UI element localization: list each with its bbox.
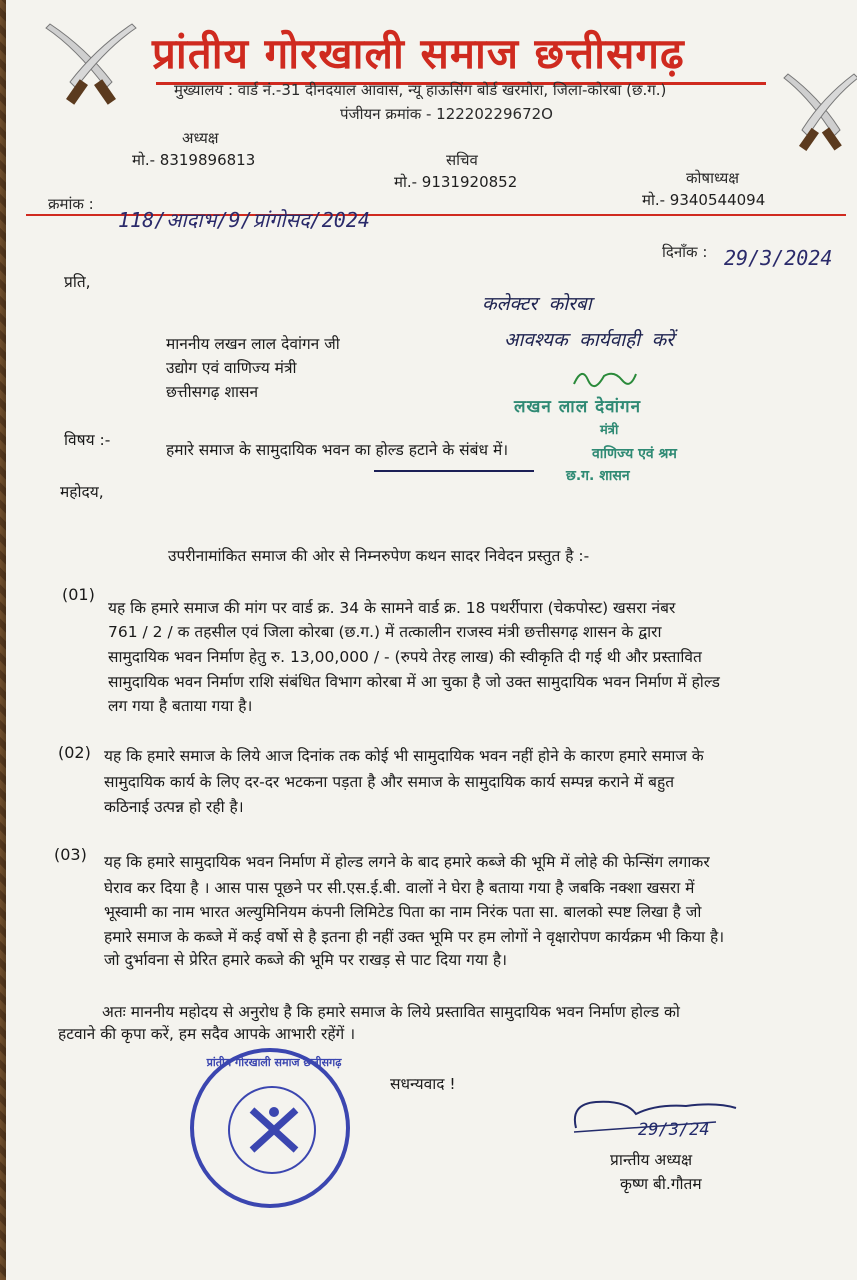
letter-page <box>6 0 857 1280</box>
point-1-line-3: सामुदायिक भवन निर्माण हेतु रु. 13,00,000 / - (रुपये तेरह लाख) की स्वीकृति दी गई थी और प्रस्तावित <box>108 648 702 666</box>
khukuri-logo-right <box>776 70 857 160</box>
point-2-line-2: सामुदायिक कार्य के लिए दर-दर भटकना पड़ता है और समाज के सामुदायिक कार्य सम्पन्न कराने में बहुत <box>104 773 675 791</box>
registration-number: पंजीयन क्रमांक - 12220229672O <box>340 105 553 123</box>
president-phone: मो.- 8319896813 <box>132 151 256 169</box>
annotation-line-1: कलेक्टर कोरबा <box>482 293 592 315</box>
point-3-line-4: हमारे समाज के कब्जे में कई वर्षो से है इतना ही नहीं उक्त भूमि पर हम लोगों ने वृक्षारोपण कार्यक्रम भी किया है। <box>104 928 725 946</box>
treasurer-label: कोषाध्यक्ष <box>686 169 740 187</box>
ref-label: क्रमांक : <box>48 195 94 213</box>
point-1-line-2: 761 / 2 / क तहसील एवं जिला कोरबा (छ.ग.) में तत्कालीन राजस्व मंत्री छत्तीसगढ़ शासन के द्वारा <box>108 623 662 641</box>
recipient-line-3: छत्तीसगढ़ शासन <box>166 383 259 401</box>
letterhead-address: मुख्यालय : वार्ड नं.-31 दीनदयाल आवास, न्यू हाऊसिंग बोर्ड खरमोरा, जिला-कोरबा (छ.ग.) <box>174 81 667 99</box>
date-label: दिनाँक : <box>662 243 708 261</box>
stamp-ring-text: प्रांतीय गोरखाली समाज छत्तीसगढ़ <box>206 1056 342 1069</box>
salutation: महोदय, <box>60 483 104 501</box>
subject-underline <box>374 470 534 472</box>
subject-label: विषय :- <box>64 431 111 449</box>
point-3-line-3: भूस्वामी का नाम भारत अल्युमिनियम कंपनी लिमिटेड पिता का नाम निरंक पता सा. बालको स्पष्ट लिखा है जो <box>104 903 702 921</box>
minister-signature <box>570 362 640 392</box>
signatory-role: प्रान्तीय अध्यक्ष <box>610 1151 693 1169</box>
point-1-line-5: लग गया है बताया गया है। <box>108 697 253 715</box>
annotation-line-2: आवश्यक कार्यवाही करें <box>504 329 674 351</box>
point-number: (03) <box>54 845 87 864</box>
point-1-line-1: यह कि हमारे समाज की मांग पर वार्ड क्र. 34 के सामने वार्ड क्र. 18 पथर्रीपारा (चेकपोस्ट) खसरा नंबर <box>108 599 676 617</box>
thanks-text: सधन्यवाद ! <box>390 1075 456 1093</box>
recipient-line-2: उद्योग एवं वाणिज्य मंत्री <box>166 359 297 377</box>
signatory-name: कृष्ण बी.गौतम <box>620 1175 702 1193</box>
signature-date: 29/3/24 <box>638 1120 710 1140</box>
letterhead-title: प्रांतीय गोरखाली समाज छत्तीसगढ़ <box>152 29 685 78</box>
secretary-phone: मो.- 9131920852 <box>394 173 518 191</box>
treasurer-phone: मो.- 9340544094 <box>642 191 766 209</box>
president-label: अध्यक्ष <box>182 129 219 147</box>
point-2-line-3: कठिनाई उत्पन्न हो रही है। <box>104 798 244 816</box>
stamp-khukuri-icon <box>246 1102 302 1158</box>
point-3-line-2: घेराव कर दिया है । आस पास पूछने पर सी.एस.ई.बी. वालों ने घेरा है बताया गया है जबकि नक्शा खसरा में <box>104 879 695 897</box>
ref-number: 118/आदाभ/9/प्रांगोसद/2024 <box>118 208 370 232</box>
point-number: (02) <box>58 743 91 762</box>
point-2-line-1: यह कि हमारे समाज के लिये आज दिनांक तक कोई भी सामुदायिक भवन नहीं होने के कारण हमारे समाज के <box>104 747 704 765</box>
subject-text: हमारे समाज के सामुदायिक भवन का होल्ड हटाने के संबंध में। <box>166 441 509 459</box>
closing-line-2: हटवाने की कृपा करें, हम सदैव आपके आभारी रहेंगें । <box>58 1025 356 1043</box>
minister-stamp-role: मंत्री <box>600 423 619 438</box>
point-number: (01) <box>62 585 95 604</box>
closing-line-1: अतः माननीय महोदय से अनुरोध है कि हमारे समाज के लिये प्रस्तावित सामुदायिक भवन निर्माण होल्ड को <box>102 1003 680 1021</box>
secretary-label: सचिव <box>446 151 478 169</box>
society-stamp <box>190 1048 350 1208</box>
prati-label: प्रति, <box>64 273 91 291</box>
minister-stamp-name: लखन लाल देवांगन <box>514 397 642 417</box>
point-3-line-1: यह कि हमारे सामुदायिक भवन निर्माण में होल्ड लगने के बाद हमारे कब्जे की भूमि में लोहे की फेन्सिंग लगाकर <box>104 853 710 871</box>
date-value: 29/3/2024 <box>724 246 833 270</box>
recipient-line-1: माननीय लखन लाल देवांगन जी <box>166 335 340 353</box>
khukuri-logo-left <box>36 18 146 108</box>
minister-stamp-dept: वाणिज्य एवं श्रम <box>592 446 677 462</box>
point-3-line-5: जो दुर्भावना से प्रेरित हमारे कब्जे की भूमि पर राखड़ से पाट दिया गया है। <box>104 951 507 969</box>
point-1-line-4: सामुदायिक भवन निर्माण राशि संबंधित विभाग कोरबा में आ चुका है जो उक्त सामुदायिक भवन निर्माण में होल्ड <box>108 673 720 691</box>
minister-stamp-govt: छ.ग. शासन <box>566 468 630 484</box>
intro-text: उपरीनामांकित समाज की ओर से निम्नरुपेण कथन सादर निवेदन प्रस्तुत है :- <box>168 547 590 565</box>
